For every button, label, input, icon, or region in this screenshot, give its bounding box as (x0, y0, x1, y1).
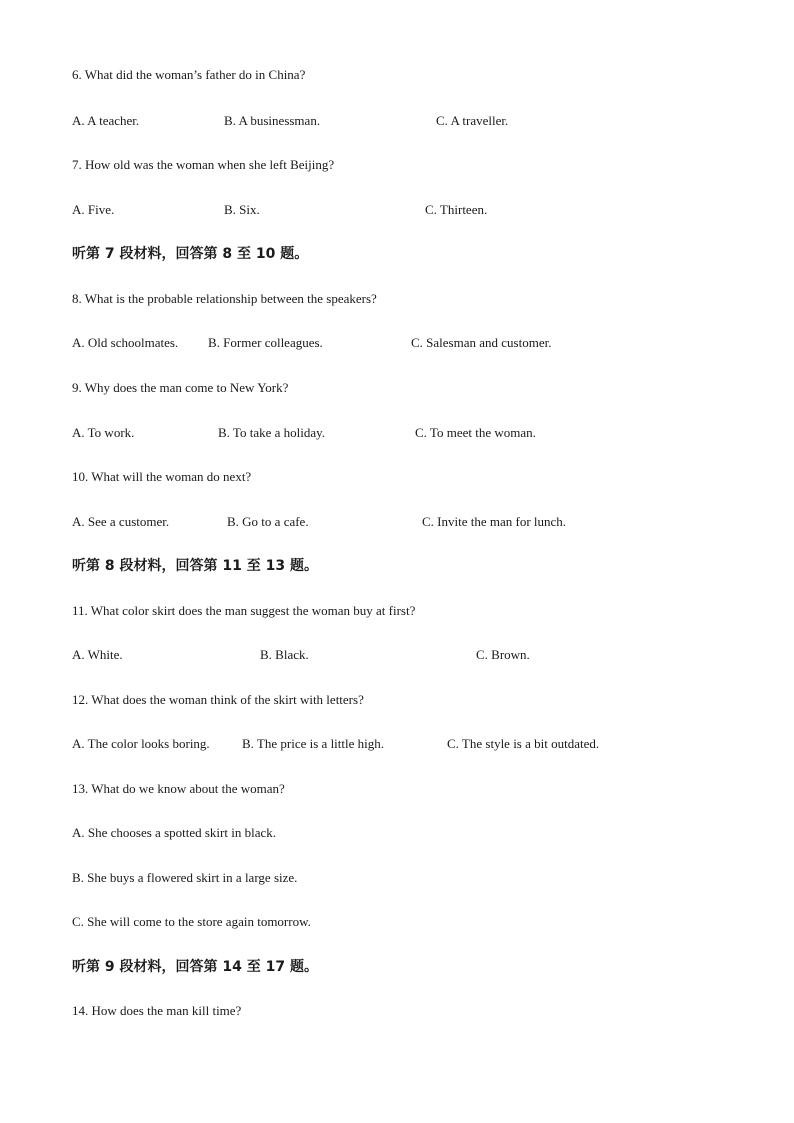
options-q9 (72, 425, 754, 441)
section-heading-9: 听第 9 段材料，回答第 14 至 17 题。 (72, 959, 318, 975)
option-b: B. A businessman. (224, 113, 321, 128)
options-q7 (72, 202, 754, 218)
option-c: C. Thirteen. (425, 202, 488, 217)
question-12: 12. What does the woman think of the skirt with letters? (72, 692, 364, 707)
option-a: A. The color looks boring. (72, 736, 210, 751)
option-a: A. Five. (72, 202, 115, 217)
option-c: C. Salesman and customer. (411, 335, 552, 350)
option-a: A. A teacher. (72, 113, 140, 128)
question-6: 6. What did the woman’s father do in China? (72, 67, 306, 82)
question-10: 10. What will the woman do next? (72, 469, 252, 484)
question-13-option-b: B. She buys a flowered skirt in a large size. (72, 870, 298, 885)
option-a: A. To work. (72, 425, 135, 440)
option-b: B. To take a holiday. (218, 425, 326, 440)
option-c: C. A traveller. (436, 113, 509, 128)
option-a: A. See a customer. (72, 514, 170, 529)
question-9: 9. Why does the man come to New York? (72, 380, 289, 395)
option-b: B. Black. (260, 647, 309, 662)
option-b: B. Go to a cafe. (227, 514, 309, 529)
option-b: B. Six. (224, 202, 260, 217)
options-q8 (72, 335, 754, 351)
option-a: A. Old schoolmates. (72, 335, 179, 350)
section-heading-7: 听第 7 段材料，回答第 8 至 10 题。 (72, 246, 309, 262)
option-c: C. To meet the woman. (415, 425, 536, 440)
question-13: 13. What do we know about the woman? (72, 781, 285, 796)
option-b: B. The price is a little high. (242, 736, 385, 751)
question-7: 7. How old was the woman when she left Beijing? (72, 157, 335, 172)
option-c: C. Brown. (476, 647, 530, 662)
section-heading-8: 听第 8 段材料，回答第 11 至 13 题。 (72, 558, 318, 574)
options-q11 (72, 647, 754, 663)
option-c: C. Invite the man for lunch. (422, 514, 567, 529)
options-q12 (72, 736, 754, 752)
option-c: C. The style is a bit outdated. (447, 736, 600, 751)
question-14: 14. How does the man kill time? (72, 1003, 242, 1018)
question-11: 11. What color skirt does the man suggest the woman buy at first? (72, 603, 416, 618)
options-q10 (72, 514, 754, 530)
option-b: B. Former colleagues. (208, 335, 323, 350)
question-8: 8. What is the probable relationship between the speakers? (72, 291, 377, 306)
options-q6 (72, 113, 754, 129)
question-13-option-c: C. She will come to the store again tomorrow. (72, 914, 311, 929)
option-a: A. White. (72, 647, 123, 662)
question-13-option-a: A. She chooses a spotted skirt in black. (72, 825, 276, 840)
